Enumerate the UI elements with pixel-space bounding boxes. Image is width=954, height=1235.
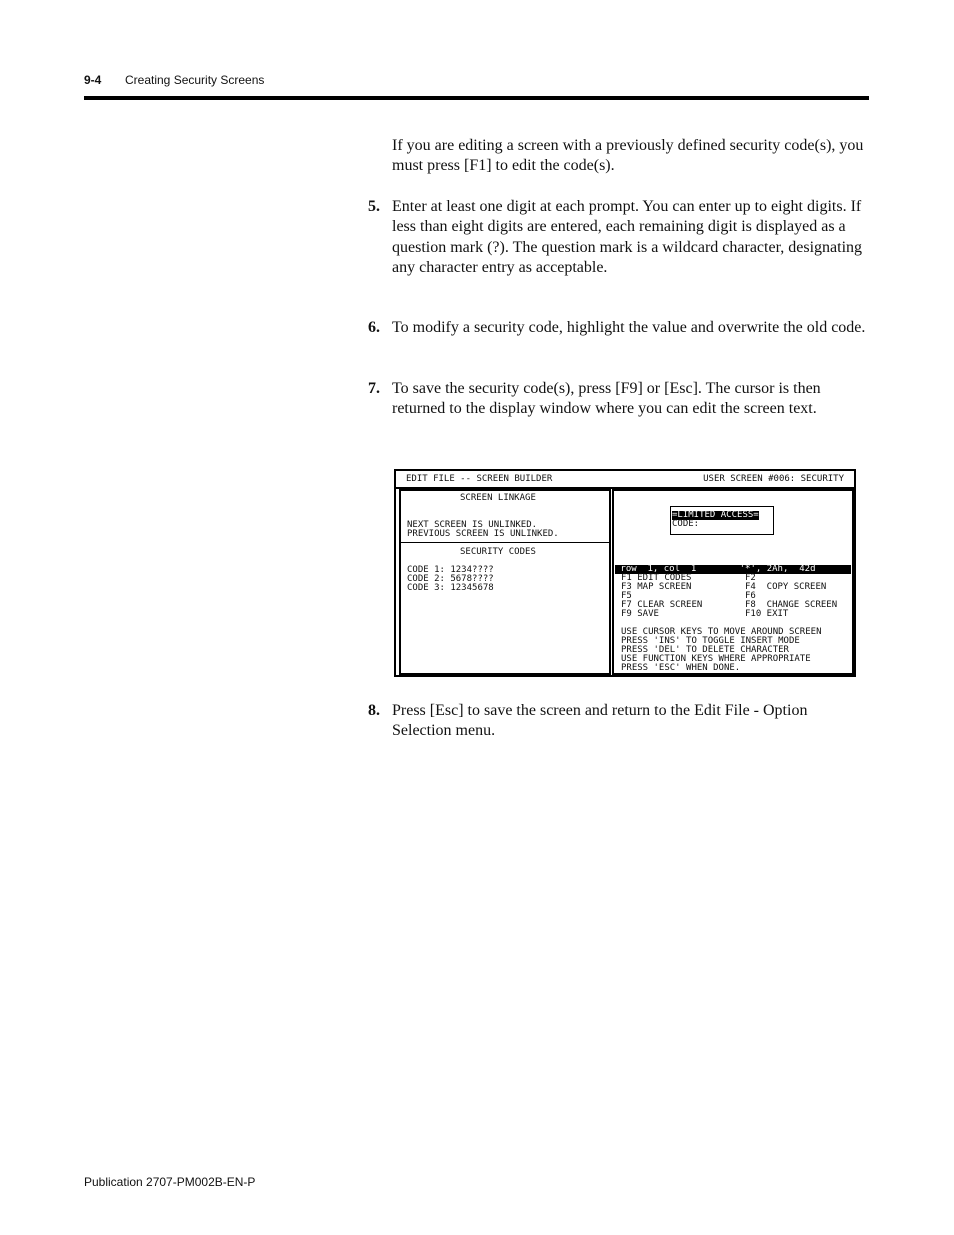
fkey-f9: F9 SAVE [621, 609, 659, 619]
screen-title-right: USER SCREEN #006: SECURITY [703, 474, 844, 484]
help-line-4: USE FUNCTION KEYS WHERE APPROPRIATE [621, 654, 811, 664]
step-8-text: Press [Esc] to save the screen and return to the Edit File - Option Selection menu. [392, 702, 808, 740]
preview-line-2: CODE: [672, 519, 700, 529]
fkey-f7: F7 CLEAR SCREEN [621, 600, 703, 610]
codes-heading: SECURITY CODES [460, 547, 536, 557]
next-screen-status: NEXT SCREEN IS UNLINKED. [407, 520, 538, 530]
section-title: Creating Security Screens [125, 73, 265, 87]
step-7-number: 7. [368, 380, 380, 397]
fkey-f8: F8 CHANGE SCREEN [745, 600, 838, 610]
security-code-3: CODE 3: 12345678 [407, 583, 494, 593]
page-number: 9-4 [84, 73, 102, 87]
fkey-f6: F6 [745, 591, 756, 601]
fkey-f10: F10 EXIT [745, 609, 789, 619]
screen-title-left: EDIT FILE -- SCREEN BUILDER [406, 474, 553, 484]
preview-line-1: =LIMITED ACCESS= [672, 510, 759, 520]
status-bar: row 1, col 1 '*', 2Ah, 42d [615, 565, 851, 574]
step-7-text: To save the security code(s), press [F9] or [Esc]. The cursor is then returned to the display window where you can edit the screen text. [392, 380, 821, 418]
help-line-2: PRESS 'INS' TO TOGGLE INSERT MODE [621, 636, 800, 646]
step-6-number: 6. [368, 319, 380, 336]
publication-footer: Publication 2707-PM002B-EN-P [84, 1175, 256, 1189]
fkey-f2: F2 [745, 573, 756, 583]
fkey-f3: F3 MAP SCREEN [621, 582, 692, 592]
help-line-1: USE CURSOR KEYS TO MOVE AROUND SCREEN [621, 627, 822, 637]
step-5-text: Enter at least one digit at each prompt. You can enter up to eight digits. If less than eight digits are entered, each remaining digit is displayed as a question mark (?). The question mark is a wildcard character, designating any character entry as acceptable. [392, 198, 863, 276]
fkey-f5: F5 [621, 591, 632, 601]
screen-builder-screenshot [394, 469, 856, 677]
security-code-1: CODE 1: 1234???? [407, 565, 494, 575]
step-5-number: 5. [368, 198, 380, 215]
help-line-5: PRESS 'ESC' WHEN DONE. [621, 663, 741, 673]
intro-paragraph: If you are editing a screen with a previously defined security code(s), you must press [F1] to edit the code(s). [392, 137, 864, 175]
left-panel-divider [399, 542, 611, 543]
help-line-3: PRESS 'DEL' TO DELETE CHARACTER [621, 645, 789, 655]
linkage-heading: SCREEN LINKAGE [460, 493, 536, 503]
running-header [84, 73, 265, 87]
header-rule [84, 96, 869, 100]
fkey-f1: F1 EDIT CODES [621, 573, 692, 583]
prev-screen-status: PREVIOUS SCREEN IS UNLINKED. [407, 529, 559, 539]
security-code-2: CODE 2: 5678???? [407, 574, 494, 584]
fkey-f4: F4 COPY SCREEN [745, 582, 827, 592]
step-6-text: To modify a security code, highlight the value and overwrite the old code. [392, 319, 866, 336]
step-8-number: 8. [368, 702, 380, 719]
